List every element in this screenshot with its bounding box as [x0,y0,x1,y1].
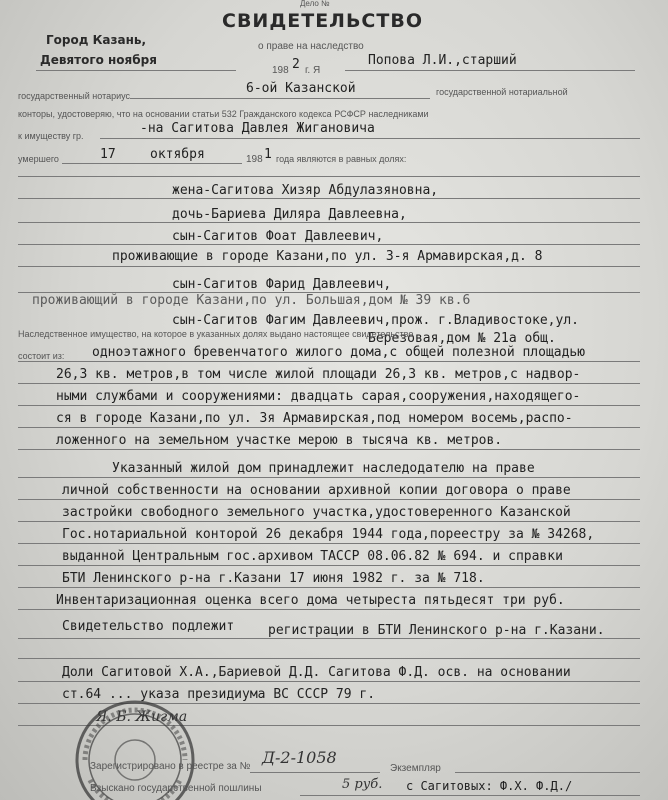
registration-text: регистрации в БТИ Ленинского р-на г.Казани. [268,623,605,638]
property-line: ложенного на земельном участке мерою в тысяча кв. метров. [56,433,503,448]
duty-underline [300,795,640,796]
ownership-rule [18,587,640,588]
heir-rule [18,244,640,245]
shares-line: Доли Сагитовой Х.А.,Бариевой Д.Д. Сагитова Ф.Д. осв. на основании [62,665,571,680]
registration-rule [18,638,640,639]
property-rule [18,427,640,428]
registry-label: Зарегистрировано в реестре за № [90,761,251,772]
duty-label: Взыскано государственной пошлины [90,783,262,794]
equal-shares-label: года являются в равных долях: [276,154,407,164]
property-rule [18,449,640,450]
ownership-rule [18,609,640,610]
heir-line: дочь-Бариева Диляра Давлеевна, [172,207,407,222]
date-written: Девятого ноября [40,53,157,67]
ownership-line: Гос.нотариальной конторой 26 декабря 1944 года,пореестру за № 34268, [62,527,595,542]
ownership-line: БТИ Ленинского р-на г.Казани 17 июня 1982 г. за № 718. [62,571,485,586]
ownership-rule [18,521,640,522]
property-label: Наследственное имущество, на которое в указанных долях выдано настоящее свидетельство [18,329,414,339]
ownership-rule [18,499,640,500]
ownership-rule [18,477,640,478]
copy-underline [455,772,640,773]
notary-signature: Я. Б. Жигма [96,709,188,725]
died-label: умершего [18,154,59,164]
property-line: 26,3 кв. метров,в том числе жилой площади 26,3 кв. метров,с надвор- [56,367,581,382]
office-label-tail: государственной нотариальной [436,87,568,97]
year-label: г. Я [305,65,321,76]
heir-line: сын-Сагитов Фоат Давлеевич, [172,229,384,244]
ownership-line: застройки свободного земельного участка,удостоверенного Казанской [62,505,571,520]
heir-line: сын-Сагитов Фагим Давлеевич,прож. г.Владивостоке,ул. [172,313,579,328]
blank-rule [18,658,640,659]
year-prefix: 198 [272,65,289,76]
ownership-line: выданной Центральным гос.архивом ТАССР 08.06.82 № 694. и справки [62,549,563,564]
ownership-rule [18,565,640,566]
death-date-underline [62,163,242,164]
registry-underline [250,772,380,773]
statute-line: конторы, удостоверяю, что на основании статьи 532 Гражданского кодекса РСФСР наследниками [18,109,429,119]
property-rule [18,405,640,406]
date-underline [36,70,236,71]
heir-line: сын-Сагитов Фарид Давлеевич, [172,277,392,292]
death-month: октября [150,147,205,162]
office-underline [130,98,430,99]
heir-line: жена-Сагитова Хизяр Абдулазяновна, [172,183,439,198]
death-year: 1 [264,147,272,162]
heir-rule [18,222,640,223]
property-line: ся в городе Казани,по ул. 3я Армавирская,под номером восемь,распо- [56,411,573,426]
heir-line: Березовая,дом № 21а общ. [368,331,556,346]
heir-rule [18,198,640,199]
death-day: 17 [100,147,116,162]
year-suffix: 2 [292,57,300,72]
city-label: Город Казань, [46,33,147,47]
document-title: СВИДЕТЕЛЬСТВО [222,10,423,32]
ownership-line: Инвентаризационная оценка всего дома четыреста пятьдесят три руб. [56,593,565,608]
duty-payers: с Сагитовых: Ф.Х. Ф.Д./ [406,779,573,793]
ownership-line: Указанный жилой дом принадлежит наследодателю на праве [112,461,535,476]
shares-line: ст.64 ... указа президиума ВС СССР 79 г. [62,687,376,702]
property-of-label: к имуществу гр. [18,131,84,141]
deceased-underline [100,138,640,139]
heir-line: проживающий в городе Казани,по ул. Большая,дом № 39 кв.6 [32,293,471,308]
copy-label: Экземпляр [390,763,441,774]
notary-name-underline [345,70,635,71]
property-line: одноэтажного бревенчатого жилого дома,с общей полезной площадью [92,345,586,360]
death-year-prefix: 198 [246,154,263,165]
notary-name: Попова Л.И.,старший [368,53,517,68]
registration-label: Свидетельство подлежит [62,619,235,634]
state-notary-label: государственный нотариус [18,91,131,101]
heir-rule [18,266,640,267]
case-number-label: Дело № [300,0,330,8]
blank-rule [18,176,640,177]
duty-amount: 5 руб. [342,777,383,792]
registry-number: Д-2-1058 [262,748,337,767]
property-rule [18,361,640,362]
notary-office: 6-ой Казанской [246,81,356,96]
consists-of-label: состоит из: [18,351,65,361]
deceased-name: -на Сагитова Давлея Жигановича [140,121,375,136]
property-rule [18,383,640,384]
ownership-rule [18,543,640,544]
ownership-line: личной собственности на основании архивной копии договора о праве [62,483,571,498]
shares-rule [18,681,640,682]
document-subtitle: о праве на наследство [258,41,364,52]
property-line: ными службами и сооружениями: двадцать сарая,сооружения,находящего- [56,389,581,404]
heir-line: проживающие в городе Казани,по ул. 3-я Армавирская,д. 8 [112,249,543,264]
